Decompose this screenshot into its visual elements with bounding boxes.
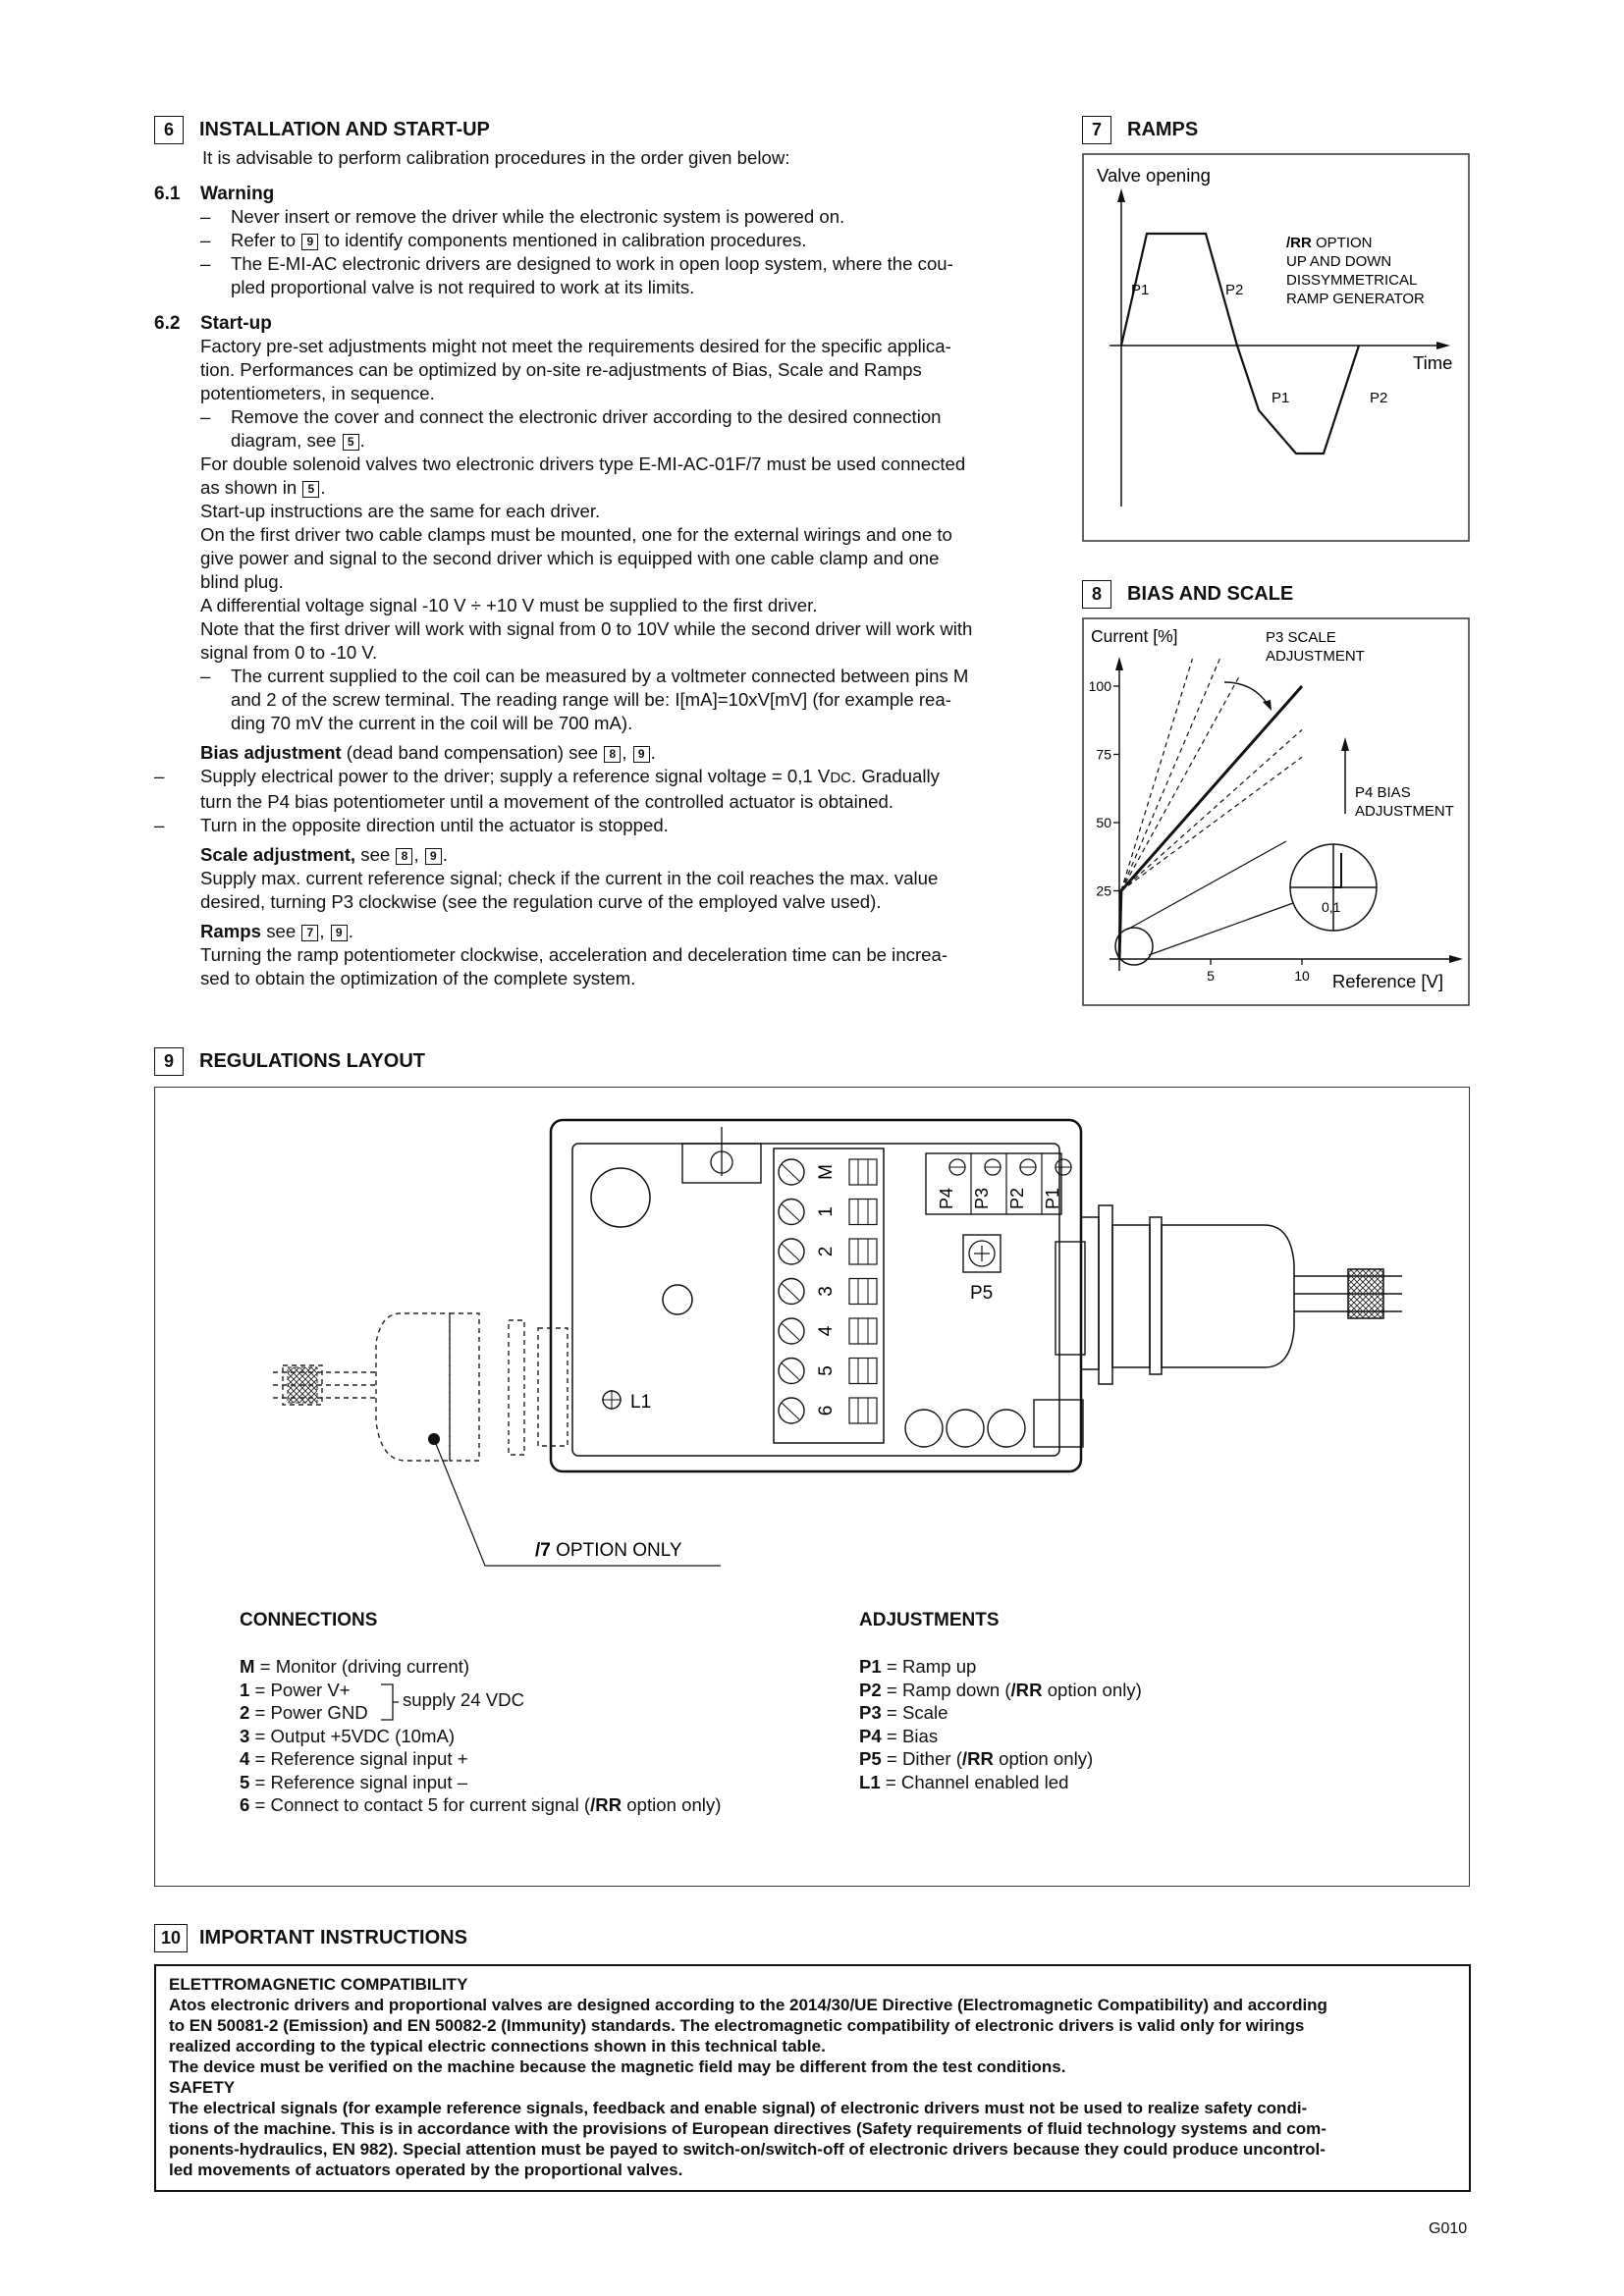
safety-heading: SAFETY	[169, 2078, 236, 2097]
section-6	[154, 116, 1053, 990]
subsection-startup	[154, 313, 1053, 335]
adjustment-item: P1 = Ramp up	[859, 1656, 977, 1677]
reference-box: 8	[604, 746, 621, 763]
zoom-label: 0,1	[1322, 899, 1341, 915]
section-8-header	[1082, 580, 1293, 609]
list-item: – Refer to 9 to identify components mentioned in calibration procedures.	[200, 230, 807, 250]
terminal-screw-icon	[779, 1200, 804, 1225]
potentiometer-label: P3	[971, 1187, 992, 1210]
led-label: L1	[630, 1392, 652, 1413]
section-10	[154, 1924, 467, 1952]
adjustment-dashed-line	[1121, 757, 1302, 890]
rr-option-label: /RR OPTION	[1286, 235, 1373, 251]
terminal-clamp	[849, 1359, 877, 1384]
subsection-warning	[154, 184, 1053, 205]
p3-label: P3 SCALE	[1266, 629, 1336, 646]
list-item: – Turn in the opposite direction until the actuator is stopped.	[154, 815, 669, 835]
emc-heading: ELETTROMAGNETIC COMPATIBILITY	[169, 1975, 468, 1994]
x-axis-label: Reference [V]	[1331, 971, 1443, 991]
y-axis-label: Valve opening	[1097, 165, 1211, 186]
terminal-clamp	[849, 1200, 877, 1225]
section-9-header	[154, 1047, 425, 1076]
adjustments-list	[859, 1610, 1350, 1793]
terminal-label: 6	[816, 1405, 838, 1416]
section-title: INSTALLATION AND START-UP	[199, 119, 490, 140]
cable-clamp	[1081, 1205, 1402, 1384]
terminal-clamp	[849, 1239, 877, 1264]
list-item: – The E-MI-AC electronic drivers are designed to work in open loop system, where the cou- pled proportional valve is not required to work at its limits.	[200, 253, 953, 297]
p5-label: P5	[970, 1283, 994, 1304]
bias-adjustment-heading: Bias adjustment (dead band compensation) see 8 , 9 .	[200, 742, 656, 763]
terminal-label: 4	[816, 1325, 838, 1337]
connection-item: 5 = Reference signal input –	[240, 1771, 468, 1792]
cable-mesh-icon	[288, 1367, 317, 1403]
svg-text:UP AND DOWN: UP AND DOWN	[1286, 253, 1392, 270]
terminal-label: M	[816, 1164, 838, 1180]
subsection-number: 6.1	[154, 184, 181, 204]
p2-label: P2	[1370, 390, 1388, 406]
reference-box: 9	[331, 925, 348, 941]
intro-text: It is advisable to perform calibration procedures in the order given below:	[202, 147, 790, 168]
adjustment-item: P2 = Ramp down (/RR option only)	[859, 1679, 1142, 1700]
p4-label: P4 BIAS	[1355, 784, 1411, 801]
x-axis-arrow	[1436, 342, 1450, 349]
small-component	[663, 1285, 692, 1314]
startup-text: Factory pre-set adjustments might not meet the requirements desired for the specific applica- tion. Performances can be optimized by on-site re-adjustments of Bias, Scale and Ramps potentiometers, in sequence. – Remove the cover and connect the electronic driver according to the desired connection diagram, see 5 . For double solenoid valves two electronic drivers type E-MI-AC-01F/7 must be used connected as shown in 5 . Start-up instructions are the same for each driver. On the first driver two cable clamps must be mounted, one for the external wirings and one to give power and signal to the second driver which is equipped with one cable clamp and one blind plug. A differential voltage signal -10 V ÷ +10 V must be supplied to the first driver. Note that the first driver will work with signal from 0 to 10V while the second driver will work with signal from 0 to -10 V. – The current supplied to the coil can be measured by a voltmeter connected between pins M and 2 of the screw terminal. The reading range will be: I[mA]=10xV[mV] (for example rea- ding 70 mV the current in the coil will be 700 mA). Bias adjustment (dead band compensation) see 8 , 9 .	[200, 335, 1053, 765]
svg-text:DISSYMMETRICAL: DISSYMMETRICAL	[1286, 272, 1418, 289]
connections-title: CONNECTIONS	[240, 1610, 378, 1630]
list-item: – Never insert or remove the driver while the electronic system is powered on.	[200, 206, 845, 227]
adjustment-item: P3 = Scale	[859, 1702, 948, 1723]
connection-item: 6 = Connect to contact 5 for current signal (/RR option only)	[240, 1794, 722, 1815]
zoom-line	[1149, 903, 1293, 955]
potentiometer-label: P4	[936, 1187, 956, 1210]
terminal-screw-icon	[779, 1318, 804, 1344]
section-title: BIAS AND SCALE	[1127, 583, 1294, 605]
terminal-label: 1	[816, 1206, 838, 1217]
reference-box: 9	[301, 234, 318, 250]
subsection-title: Start-up	[200, 313, 272, 334]
section-number: 7	[1082, 116, 1111, 144]
supply-bracket	[379, 1682, 399, 1722]
section-8	[1082, 580, 1293, 609]
adjustment-item: P4 = Bias	[859, 1725, 939, 1746]
connection-item: M = Monitor (driving current)	[240, 1656, 470, 1677]
terminal-screw-icon	[779, 1239, 804, 1264]
connection-item: 2 = Power GND	[240, 1702, 368, 1723]
connection-item: 1 = Power V+	[240, 1679, 351, 1700]
reference-box: 5	[302, 481, 319, 498]
ramps-heading: Ramps see 7 , 9 .	[200, 921, 353, 941]
terminal-screw-icon	[779, 1398, 804, 1423]
connections-list	[240, 1610, 731, 1817]
y-axis-label: Current [%]	[1091, 626, 1178, 646]
driver-board-diagram	[155, 1088, 1469, 1598]
adjustment-dashed-line	[1121, 675, 1240, 891]
p4-label: ADJUSTMENT	[1355, 803, 1454, 820]
section-title: RAMPS	[1127, 119, 1199, 140]
section-number: 8	[1082, 580, 1111, 609]
x-axis-label: Time	[1413, 352, 1453, 373]
y-tick-label: 50	[1096, 815, 1111, 830]
terminal-screw-icon	[779, 1159, 804, 1185]
x-tick-label: 5	[1207, 968, 1215, 984]
section-7-header	[1082, 116, 1198, 144]
section-9	[154, 1047, 425, 1076]
terminal-clamp	[849, 1279, 877, 1305]
potentiometer-label: P2	[1006, 1187, 1027, 1210]
x-tick-label: 10	[1294, 968, 1310, 984]
reference-box: 9	[425, 848, 442, 865]
svg-text:RAMP GENERATOR: RAMP GENERATOR	[1286, 291, 1425, 307]
terminal-clamp	[849, 1159, 877, 1185]
list-item: – The current supplied to the coil can be measured by a voltmeter connected between pins M and 2 of the screw terminal. The reading range will be: I[mA]=10xV[mV] (for example rea- ding 70 mV the current in the coil will be 700 mA).	[200, 666, 969, 733]
x-axis-arrow	[1449, 955, 1463, 963]
list-item: – Supply electrical power to the driver; supply a reference signal voltage = 0,1 VDC. Gradually turn the P4 bias potentiometer until a movement of the controlled actuator is obtained.	[154, 766, 940, 812]
large-component	[591, 1168, 650, 1227]
terminal-label: 5	[816, 1365, 838, 1376]
scale-adjust-arrowhead	[1263, 700, 1272, 711]
reference-box: 8	[396, 848, 412, 865]
scale-ramps-text: Scale adjustment, see 8 , 9 . Supply max. current reference signal; check if the current in the coil reaches the max. value desired, turning P3 clockwise (see the regulation curve of the employed valve used). Ramps see 7 , 9 . Turning the ramp potentiometer clockwise, acceleration and deceleration time can be increa- sed to obtain the optimization of the complete system.	[200, 843, 1053, 990]
adjustment-dashed-line	[1121, 659, 1219, 890]
terminal-clamp	[849, 1398, 877, 1423]
subsection-number: 6.2	[154, 313, 181, 334]
adjustment-item: L1 = Channel enabled led	[859, 1771, 1069, 1792]
connection-item: 3 = Output +5VDC (10mA)	[240, 1725, 456, 1746]
section-number: 6	[154, 116, 184, 144]
section-number: 10	[154, 1924, 188, 1952]
reference-box: 9	[633, 746, 650, 763]
section-10-header	[154, 1924, 467, 1952]
option-only-label: /7 OPTION ONLY	[535, 1540, 682, 1561]
section-title: IMPORTANT INSTRUCTIONS	[199, 1927, 467, 1949]
potentiometer-label: P1	[1042, 1187, 1062, 1210]
subsection-title: Warning	[200, 184, 275, 204]
p3-label: ADJUSTMENT	[1266, 648, 1365, 665]
y-tick-label: 100	[1088, 678, 1111, 694]
adjustment-dashed-line	[1121, 659, 1193, 890]
y-tick-label: 75	[1096, 746, 1111, 763]
connection-item: 4 = Reference signal input +	[240, 1748, 468, 1769]
zoom-line	[1127, 841, 1286, 930]
y-tick-label: 25	[1096, 882, 1111, 899]
section-6-header	[154, 116, 1053, 144]
warning-list	[200, 205, 1053, 299]
terminal-screw-icon	[779, 1359, 804, 1384]
reference-box: 5	[343, 434, 359, 451]
regulations-frame	[154, 1087, 1470, 1887]
diagram-frame	[1083, 154, 1469, 541]
section-number: 9	[154, 1047, 184, 1076]
p1-label: P1	[1272, 390, 1290, 406]
adjustments-title: ADJUSTMENTS	[859, 1610, 1000, 1630]
important-instructions-box: ELETTROMAGNETIC COMPATIBILITY Atos electronic drivers and proportional valves are designed according to the 2014/30/UE Directive (Electromagnetic Compatibility) and according to EN 50081-2 (Emission) and EN 50082-2 (Immunity) standards. The electromagnetic compatibility of electronic drivers is valid only for wirings realized according to the typical electric connections shown in this technical table. The device must be verified on the machine because the magnetic field may be different from the test conditions. SAFETY The electrical signals (for example reference signals, feedback and enable signal) of electronic drivers must not be used to realize safety condi- tions of the machine. This is in accordance with the provisions of European directives (Safety requirements of fluid technology systems and com- ponents-hydraulics, EN 982). Special attention must be payed to switch-on/switch-off of electronic drivers because they could produce uncontrol- led movements of actuators operated by the proportional valves.	[154, 1964, 1471, 2192]
bias-adjust-arrowhead	[1341, 737, 1349, 751]
ramps-diagram	[1082, 153, 1470, 542]
terminal-screw-icon	[779, 1279, 804, 1305]
bias-scale-chart	[1082, 617, 1470, 1006]
adjustment-dashed-line	[1121, 729, 1302, 890]
terminal-clamp	[849, 1318, 877, 1344]
y-axis-arrow	[1115, 657, 1123, 670]
terminal-label: 2	[816, 1246, 838, 1257]
supply-label: supply 24 VDC	[403, 1689, 525, 1710]
terminal-label: 3	[816, 1286, 838, 1297]
y-axis-arrow	[1117, 188, 1125, 202]
scale-adjust-arrow	[1224, 682, 1269, 706]
p2-label: P2	[1225, 282, 1244, 298]
bias-list	[154, 765, 1053, 837]
list-item: – Remove the cover and connect the electronic driver according to the desired connection diagram, see 5 .	[200, 406, 942, 451]
p1-label: P1	[1131, 282, 1150, 298]
adjustment-item: P5 = Dither (/RR option only)	[859, 1748, 1094, 1769]
section-7	[1082, 116, 1198, 144]
scale-adjustment-heading: Scale adjustment, see 8 , 9 .	[200, 844, 448, 865]
section-title: REGULATIONS LAYOUT	[199, 1050, 426, 1072]
reference-box: 7	[301, 925, 318, 941]
page-code: G010	[1429, 2220, 1468, 2237]
